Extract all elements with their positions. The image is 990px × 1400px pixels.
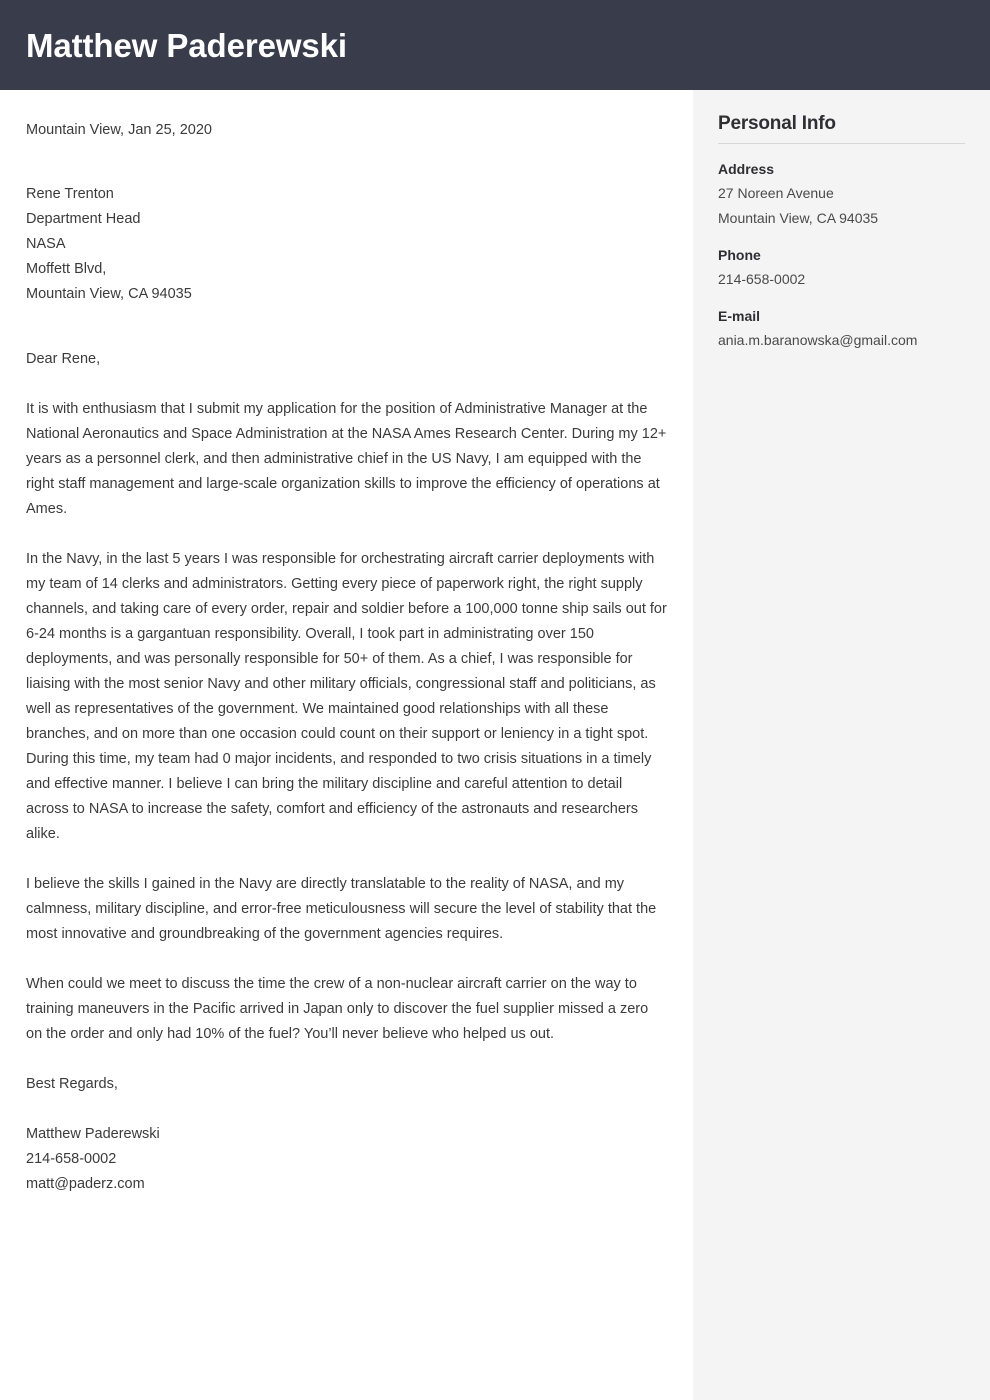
body-paragraph: When could we meet to discuss the time the crew of a non-nuclear aircraft carrier on the way to training maneuvers in the Pacific arrived in Japan only to discover the fuel supplier missed a zero on the order and only had 10% of the fuel? You’ll never believe who helped us out. xyxy=(26,976,649,1042)
recipient-line: NASA xyxy=(26,236,66,252)
recipient-line: Department Head xyxy=(26,211,141,227)
body-paragraph: It is with enthusiasm that I submit my application for the position of Administrative Manager at the National Aeronautics and Space Administration at the NASA Ames Research Center. During my 12+ years as a personnel clerk, and then administrative chief in the US Navy, I am equipped with the right staff management and large-scale organization skills to improve the efficiency of operations at Ames. xyxy=(26,401,667,517)
sidebar-heading-divider xyxy=(718,143,965,144)
sidebar-heading: Personal Info xyxy=(718,113,836,134)
recipient-line: Rene Trenton xyxy=(26,186,114,202)
document-body xyxy=(0,90,990,1400)
sidebar-group-phone xyxy=(718,244,965,292)
salutation: Dear Rene, xyxy=(26,351,101,367)
sidebar-value: ania.m.baranowska@gmail.com xyxy=(718,331,918,348)
date-block xyxy=(26,118,667,143)
date-line: Mountain View, Jan 25, 2020 xyxy=(26,122,212,138)
signature-email: matt@paderz.com xyxy=(26,1176,145,1192)
body-paragraph: In the Navy, in the last 5 years I was responsible for orchestrating aircraft carrier deployments with my team of 14 clerks and administrators. Getting every piece of paperwork right, the right supply channels, and taking care of every order, repair and soldier before a 100,000 tonne ship sails out for 6-24 months is a gargantuan responsibility. Overall, I took part in administrating over 150 deployments, and was personally responsible for 50+ of them. As a chief, I was responsible for liaising with the most senior Navy and other military officials, congressional staff and politicians, as well as representatives of the government. We maintained good relationships with all these branches, and on more than one occasion could count on their support or leniency in a tight spot. During this time, my team had 0 major incidents, and responded to two crisis situations in a timely and effective manner. I believe I can bring the military discipline and careful attention to detail across to NASA to increase the safety, comfort and efficiency of the astronauts and researchers alike. xyxy=(26,551,667,842)
sidebar-value: Mountain View, CA 94035 xyxy=(718,209,879,226)
sidebar-label: Address xyxy=(718,160,775,177)
sidebar-label: Phone xyxy=(718,246,761,263)
signature-phone: 214-658-0002 xyxy=(26,1151,117,1167)
letter-column xyxy=(0,90,693,1400)
sidebar-group-email xyxy=(718,305,965,353)
page-title: Matthew Paderewski xyxy=(26,26,347,64)
body-paragraph: I believe the skills I gained in the Navy are directly translatable to the reality of NASA, and my calmness, military discipline, and error-free meticulousness will secure the level of stability that the most innovative and groundbreaking of the government agencies requires. xyxy=(26,876,657,942)
sidebar-label: E-mail xyxy=(718,307,761,324)
document-header-banner xyxy=(0,0,990,90)
personal-info-sidebar xyxy=(693,90,990,1400)
sidebar-group-address xyxy=(718,158,965,231)
signature-block xyxy=(26,1122,667,1197)
signature-name: Matthew Paderewski xyxy=(26,1126,160,1142)
recipient-address-block xyxy=(26,182,667,307)
sidebar-value: 27 Noreen Avenue xyxy=(718,184,834,201)
sidebar-value: 214-658-0002 xyxy=(718,270,806,287)
recipient-line: Moffett Blvd, xyxy=(26,261,107,277)
signoff: Best Regards, xyxy=(26,1076,118,1092)
recipient-line: Mountain View, CA 94035 xyxy=(26,286,192,302)
